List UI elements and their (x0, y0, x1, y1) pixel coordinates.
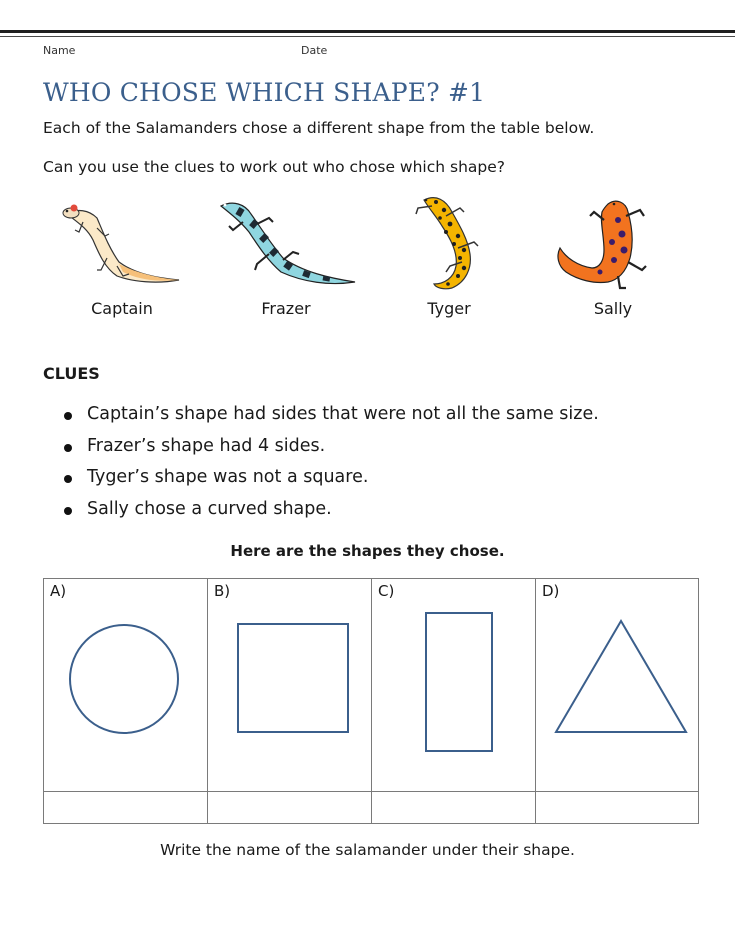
character-name: Frazer (261, 299, 311, 318)
salamander-frazer-icon (211, 192, 361, 292)
clue-text: Frazer’s shape had 4 sides. (87, 435, 326, 456)
shape-cell-d (536, 579, 699, 791)
top-rule-thin (0, 36, 735, 37)
salamander-captain-icon (47, 192, 197, 292)
shape-cell-b (208, 579, 371, 791)
shape-cell-c (372, 579, 535, 791)
clue-item (64, 499, 599, 531)
character-name: Sally (593, 299, 633, 318)
square-shape (208, 579, 371, 791)
rectangle-shape (372, 579, 535, 791)
character-frazer (211, 192, 361, 322)
character-name: Tyger (427, 299, 471, 318)
cell-letter: C) (378, 582, 395, 600)
cell-letter: D) (542, 582, 560, 600)
name-label: Name (43, 44, 76, 57)
character-tyger (374, 192, 524, 322)
shape-cell-a (44, 579, 207, 791)
character-name: Captain (91, 299, 153, 318)
answer-cell-b[interactable] (208, 792, 371, 824)
bullet-icon (64, 444, 72, 452)
bullet-icon (64, 475, 72, 483)
answer-cell-c[interactable] (372, 792, 535, 824)
shape-table (43, 578, 699, 824)
character-sally (538, 192, 688, 322)
clue-item (64, 436, 599, 468)
cell-letter: A) (50, 582, 67, 600)
clue-text: Sally chose a curved shape. (87, 498, 332, 519)
answer-cell-d[interactable] (536, 792, 699, 824)
page-title: WHO CHOSE WHICH SHAPE? #1 (43, 78, 486, 107)
shapes-caption: Here are the shapes they chose. (230, 542, 505, 560)
date-label: Date (301, 44, 328, 57)
intro-text: Each of the Salamanders chose a different shape from the table below. (43, 119, 595, 137)
salamander-tyger-icon (374, 192, 524, 292)
clue-item (64, 467, 599, 499)
triangle-shape (536, 579, 699, 791)
bullet-icon (64, 412, 72, 420)
salamander-sally-icon (538, 192, 688, 292)
clues-heading: CLUES (43, 364, 100, 383)
circle-shape (44, 579, 207, 791)
instructions-text: Write the name of the salamander under their shape. (160, 841, 575, 859)
top-rule (0, 30, 735, 33)
cell-letter: B) (214, 582, 231, 600)
clue-item (64, 404, 599, 436)
clue-text: Tyger’s shape was not a square. (87, 467, 369, 487)
character-captain (47, 192, 197, 322)
clue-text: Captain’s shape had sides that were not all the same size. (87, 404, 599, 424)
clue-list (64, 404, 599, 530)
bullet-icon (64, 507, 72, 515)
answer-cell-a[interactable] (44, 792, 207, 824)
question-text: Can you use the clues to work out who chose which shape? (43, 158, 505, 176)
